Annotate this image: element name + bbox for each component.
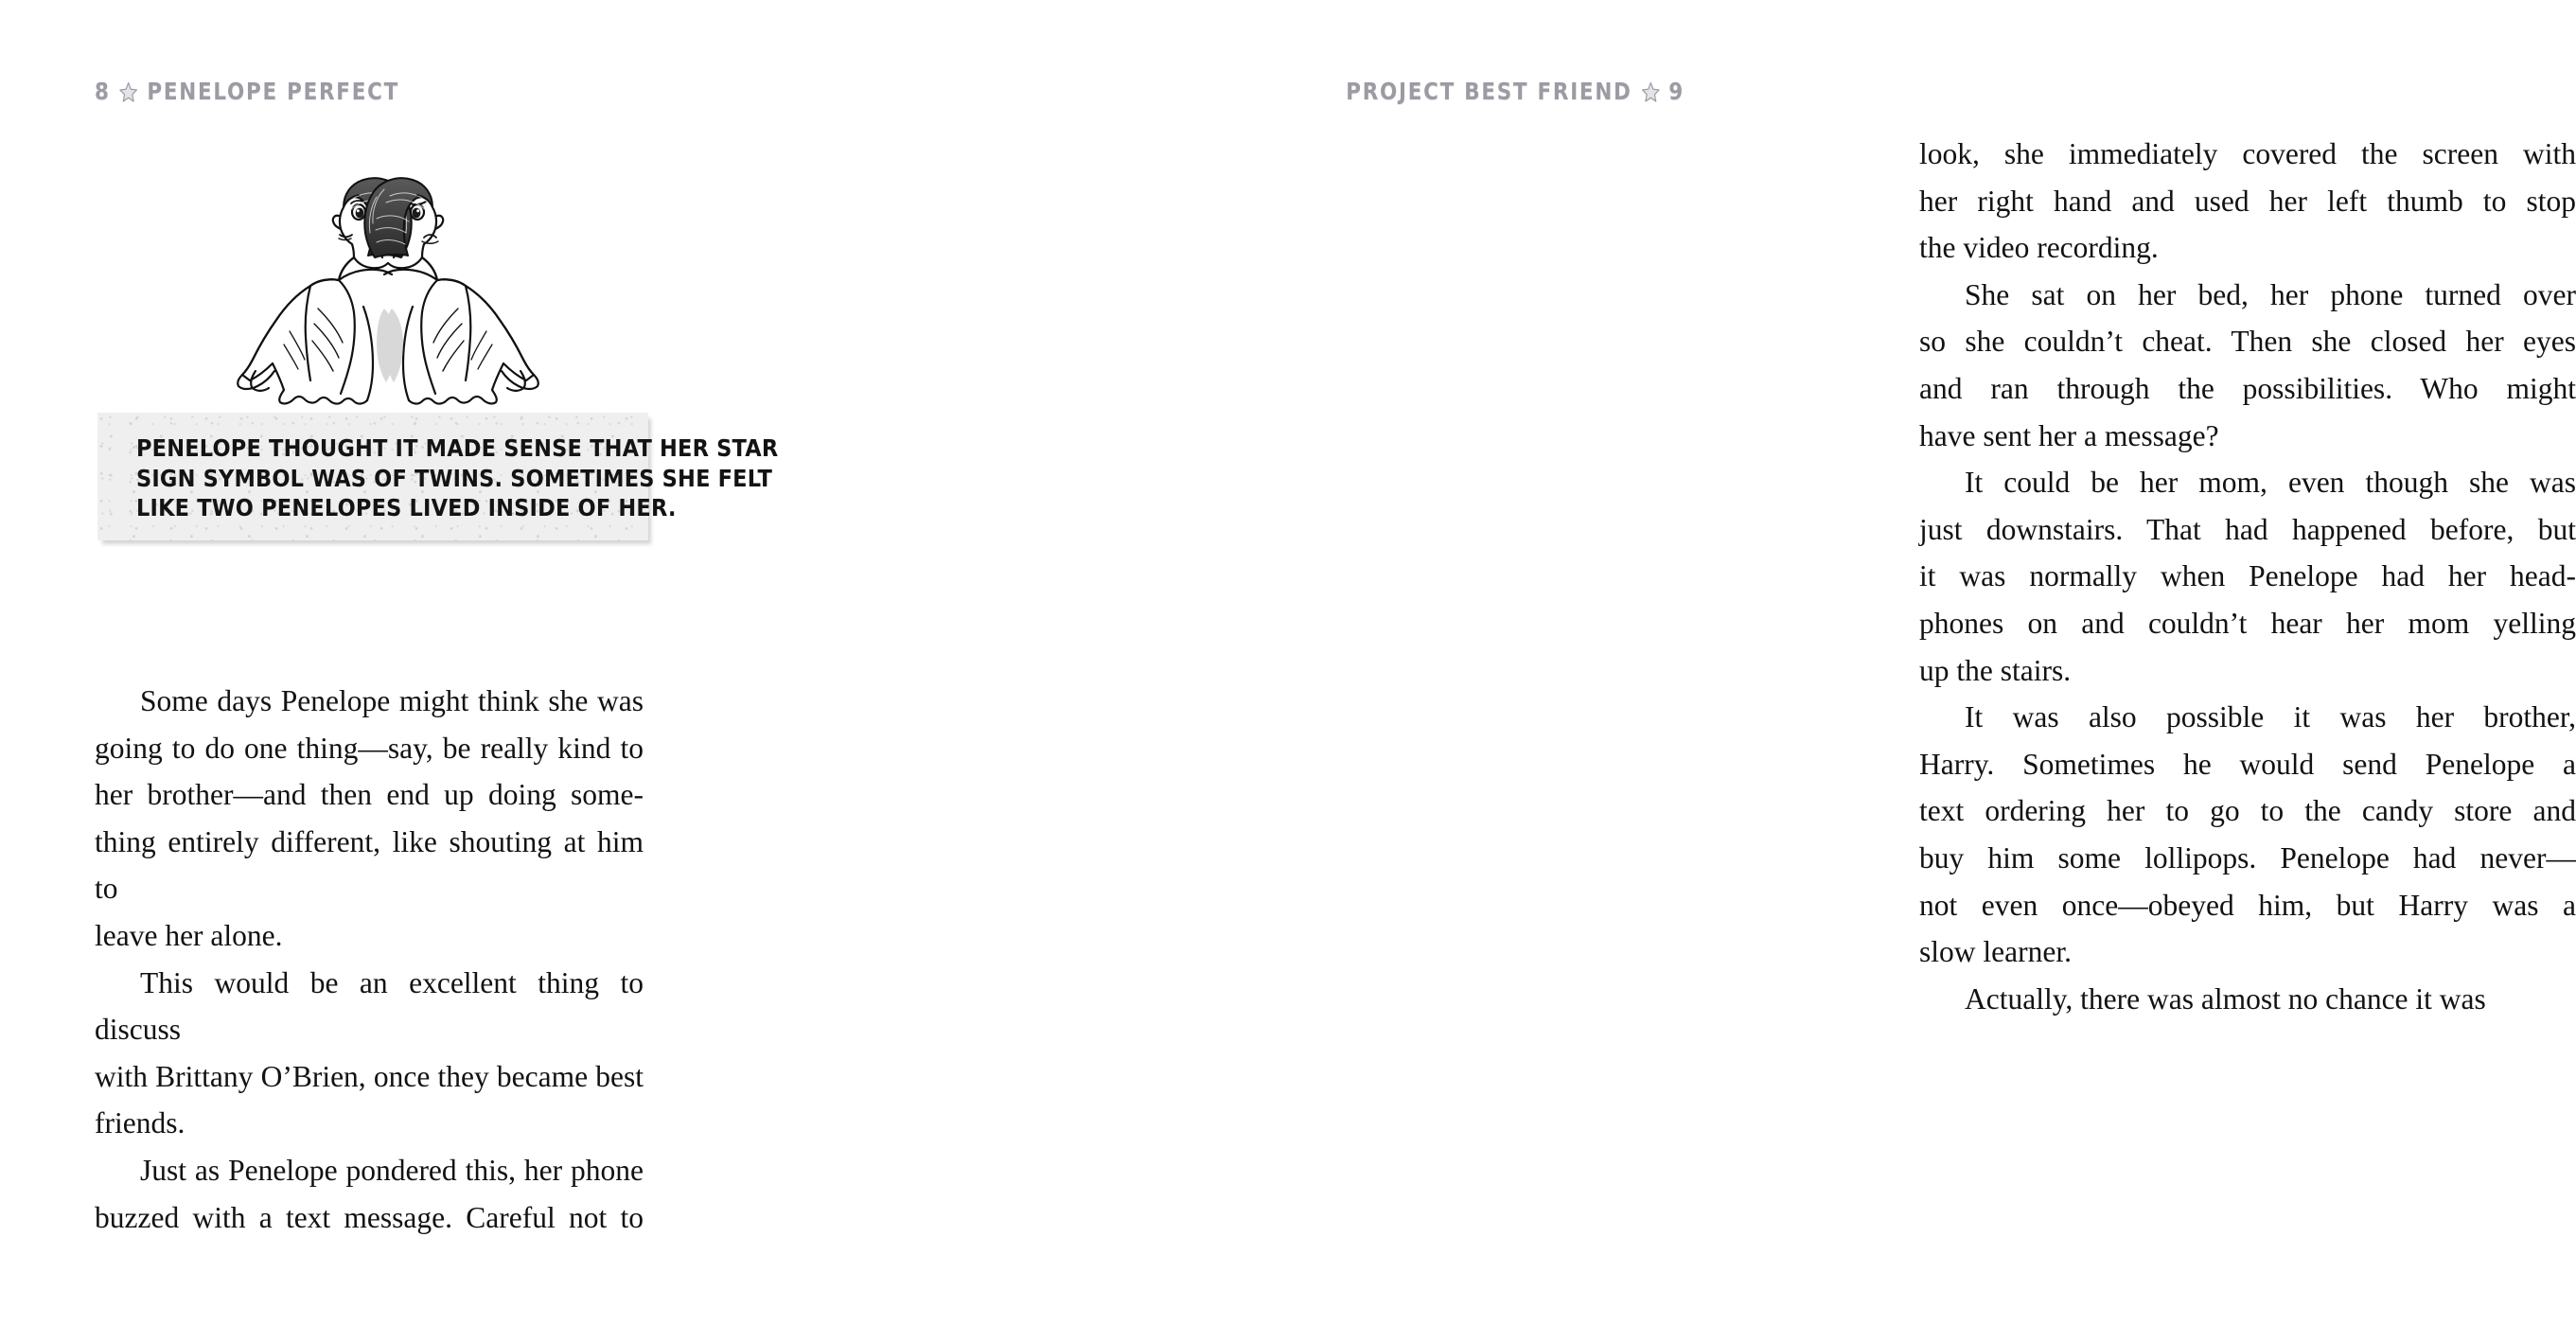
text-line: Harry. Sometimes he would send Penelope a [1919,747,2576,781]
left-page [0,0,890,1325]
running-head-left [95,78,399,105]
page-number-right: 9 [1668,78,1685,105]
text-line: This would be an excellent thing to discuss [95,965,644,1047]
star-icon [1641,81,1660,103]
paragraph [95,678,644,960]
text-line: with Brittany O’Brien, once they became best [95,1059,644,1093]
text-line: It was also possible it was her brother, [1965,700,2576,734]
paragraph [1919,976,2576,1023]
text-line: friends. [95,1106,185,1140]
right-column-body-text [1919,131,2576,1022]
caption-line-2: SIGN SYMBOL WAS OF TWINS. SOMETIMES SHE FELT [136,464,773,492]
running-head-title-left: PENELOPE PERFECT [147,78,400,105]
text-line: going to do one thing—say, be really kind to [95,731,644,765]
text-line: look, she immediately covered the screen with [1919,137,2576,170]
text-line: buy him some lollipops. Penelope had never— [1919,840,2576,874]
left-column-body-text [95,678,644,1241]
star-icon [119,81,138,103]
text-line: have sent her a message? [1919,418,2219,452]
text-line: It could be her mom, even though she was [1965,466,2576,500]
text-line: thing entirely different, like shouting at him to [95,824,644,906]
text-line: text ordering her to go to the candy store and [1919,794,2576,828]
text-line: the video recording. [1919,231,2159,265]
text-line: She sat on her bed, her phone turned over [1965,277,2576,311]
text-line: up the stairs. [1919,653,2072,687]
text-line: leave her alone. [95,918,283,952]
text-line: not even once—obeyed him, but Harry was a [1919,888,2576,922]
paragraph [1919,459,2576,694]
paragraph [1919,272,2576,459]
paragraph [1919,131,2576,272]
text-line: Some days Penelope might think she was [140,684,644,717]
text-line: and ran through the possibilities. Who might [1919,371,2576,405]
text-line: slow learner. [1919,935,2072,969]
twin-girls-illustration [151,106,625,409]
paragraph [1919,694,2576,976]
paragraph [95,1147,644,1241]
text-line: her right hand and used her left thumb to stop [1919,184,2576,218]
caption-line-3: LIKE TWO PENELOPES LIVED INSIDE OF HER. [136,494,677,521]
text-line: Just as Penelope pondered this, her phone [140,1153,644,1187]
text-line: Actually, there was almost no chance it was [1965,981,2486,1016]
text-line: just downstairs. That had happened before, but [1919,512,2576,546]
running-head-right [1346,78,1685,105]
text-line: her brother—and then end up doing some- [95,778,644,812]
illustration-caption-box [97,413,779,540]
text-line: so she couldn’t cheat. Then she closed her eyes [1919,325,2576,359]
page-number-left: 8 [95,78,111,105]
right-page [890,0,2576,1325]
text-line: phones on and couldn’t hear her mom yelling [1919,606,2576,640]
paragraph [95,960,644,1147]
text-line: it was normally when Penelope had her head- [1919,559,2576,593]
running-head-title-right: PROJECT BEST FRIEND [1346,78,1632,105]
text-line: buzzed with a text message. Careful not to [95,1200,644,1234]
caption-line-1: PENELOPE THOUGHT IT MADE SENSE THAT HER STAR [136,434,779,462]
